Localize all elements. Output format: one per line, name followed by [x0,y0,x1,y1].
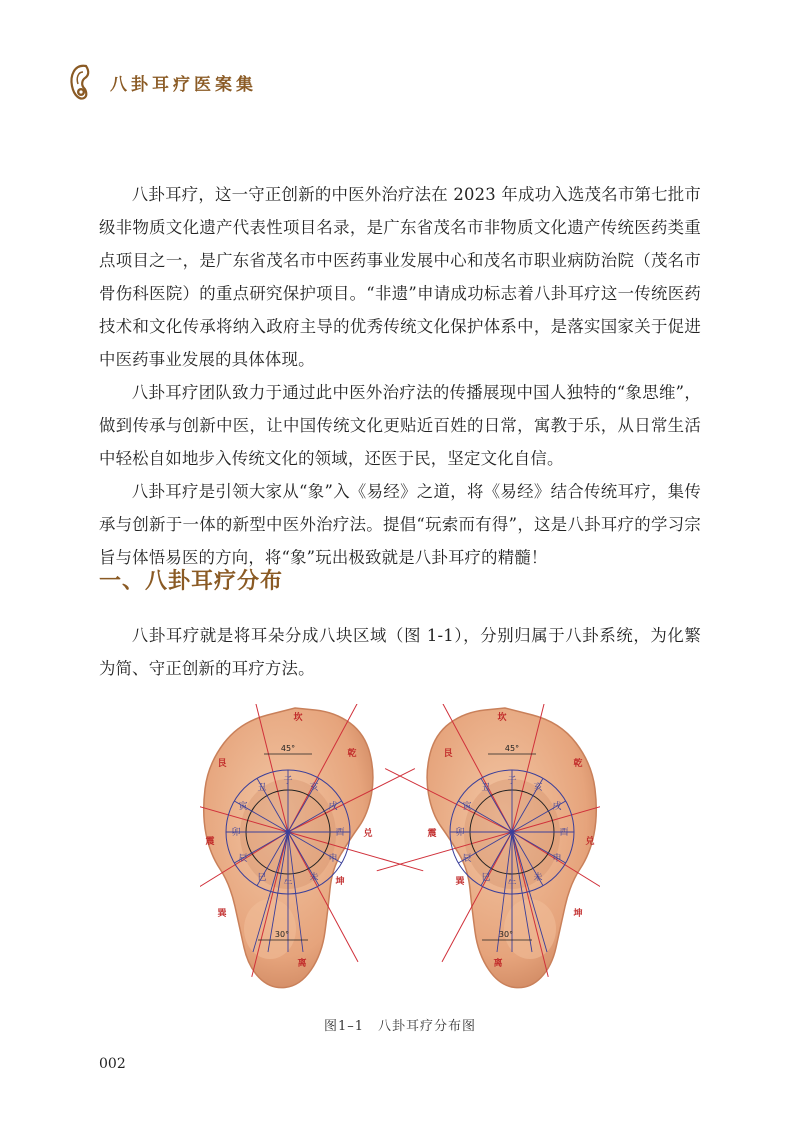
left-ear-trigram-label: 坎 [293,713,303,723]
ear-logo-icon [68,62,94,102]
paragraph-2: 八卦耳疗团队致力于通过此中医外治疗法的传播展现中国人独特的“象思维”，做到传承与创新中医，让中国传统文化更贴近百姓的日常，寓教于乐，从日常生活中轻松自如地步入传统文化的领域，还医于民，坚定文化自信。 [99,383,701,468]
header-title: 八卦耳疗医案集 [110,74,257,95]
left-ear-trigram-label: 震 [205,837,215,847]
right-ear-branch-label: 子 [507,776,517,786]
left-ear-trigram-label: 兑 [363,829,373,839]
right-ear-trigram-label: 坤 [573,909,583,919]
right-ear-branch-label: 寅 [462,802,472,812]
right-ear-branch-label: 戌 [552,802,562,812]
body-text [99,178,701,574]
left-ear-branch-label: 子 [283,776,293,786]
right-ear-angle-bottom: 30° [498,930,514,939]
left-ear-trigram-label: 坤 [335,877,345,887]
page-number: 002 [99,1056,126,1072]
left-ear-branch-label: 巳 [257,873,267,884]
right-ear [377,704,600,988]
left-ear-branch-label: 寅 [238,802,248,812]
right-ear-branch-label: 巳 [481,873,491,884]
right-ear-branch-label: 未 [533,873,543,884]
paragraph-1: 八卦耳疗，这一守正创新的中医外治疗法在 2023 年成功入选茂名市第七批市级非物质文化遗产代表性项目名录，是广东省茂名市非物质文化遗产传统医药类重点项目之一，是广东省茂名市中医药事业发展中心和茂名市职业病防治院（茂名市骨伤科医院）的重点研究保护项目。“非遗”申请成功标志着八卦耳疗这一传统医药技术和文化传承将纳入政府主导的优秀传统文化保护体系中，是落实国家关于促进中医药事业发展的具体体现。 [99,185,701,369]
right-ear-trigram-label: 坎 [497,713,507,723]
left-ear-branch-label: 卯 [231,828,241,838]
paragraph-3: 八卦耳疗是引领大家从“象”入《易经》之道，将《易经》结合传统耳疗，集传承与创新于一体的新型中医外治疗法。提倡“玩索而有得”，这是八卦耳疗的学习宗旨与体悟易医的方向，将“象”玩出极致就是八卦耳疗的精髓！ [99,482,701,567]
left-ear-trigram-label: 巽 [217,909,227,919]
right-ear-branch-label: 午 [507,880,517,890]
right-ear-trigram-label: 艮 [443,749,453,759]
left-ear-trigram-label: 乾 [347,749,357,759]
right-ear-angle-top: 45° [504,744,520,753]
right-ear-branch-label: 卯 [455,828,465,838]
bagua-ear-diagram [200,704,600,994]
right-ear-center-dot [510,830,515,835]
right-ear-trigram-label: 兑 [585,837,595,847]
right-ear-trigram-label: 震 [427,829,437,839]
right-ear-branch-label: 辰 [462,854,472,864]
intro-paragraph: 八卦耳疗就是将耳朵分成八块区域（图 1-1），分别归属于八卦系统，为化繁为简、守正创新的耳疗方法。 [99,626,701,678]
right-ear-branch-label: 酉 [559,828,569,838]
left-ear-branch-label: 丑 [257,782,267,793]
right-ear-trigram-label: 巽 [455,877,465,887]
left-ear-center-dot [286,830,291,835]
right-ear-branch-label: 申 [552,854,562,864]
left-ear-branch-label: 酉 [335,828,345,838]
left-ear [200,704,423,988]
left-ear-branch-label: 辰 [238,854,248,864]
left-ear-branch-label: 亥 [309,782,319,793]
left-ear-branch-label: 午 [283,880,293,890]
left-ear-trigram-label: 离 [297,959,307,969]
intro-text [99,619,701,685]
right-ear-trigram-label: 乾 [573,759,583,769]
left-ear-branch-label: 申 [328,854,338,864]
left-ear-trigram-label: 艮 [217,759,227,769]
left-ear-angle-top: 45° [280,744,296,753]
figure-caption: 图1–1 八卦耳疗分布图 [323,1019,477,1034]
right-ear-branch-label: 亥 [533,782,543,793]
section-heading: 一、八卦耳疗分布 [99,568,284,594]
left-ear-angle-bottom: 30° [274,930,290,939]
right-ear-trigram-label: 离 [493,959,503,969]
left-ear-branch-label: 未 [309,873,319,884]
right-ear-branch-label: 丑 [481,782,491,793]
left-ear-branch-label: 戌 [328,802,338,812]
running-header [68,60,257,104]
